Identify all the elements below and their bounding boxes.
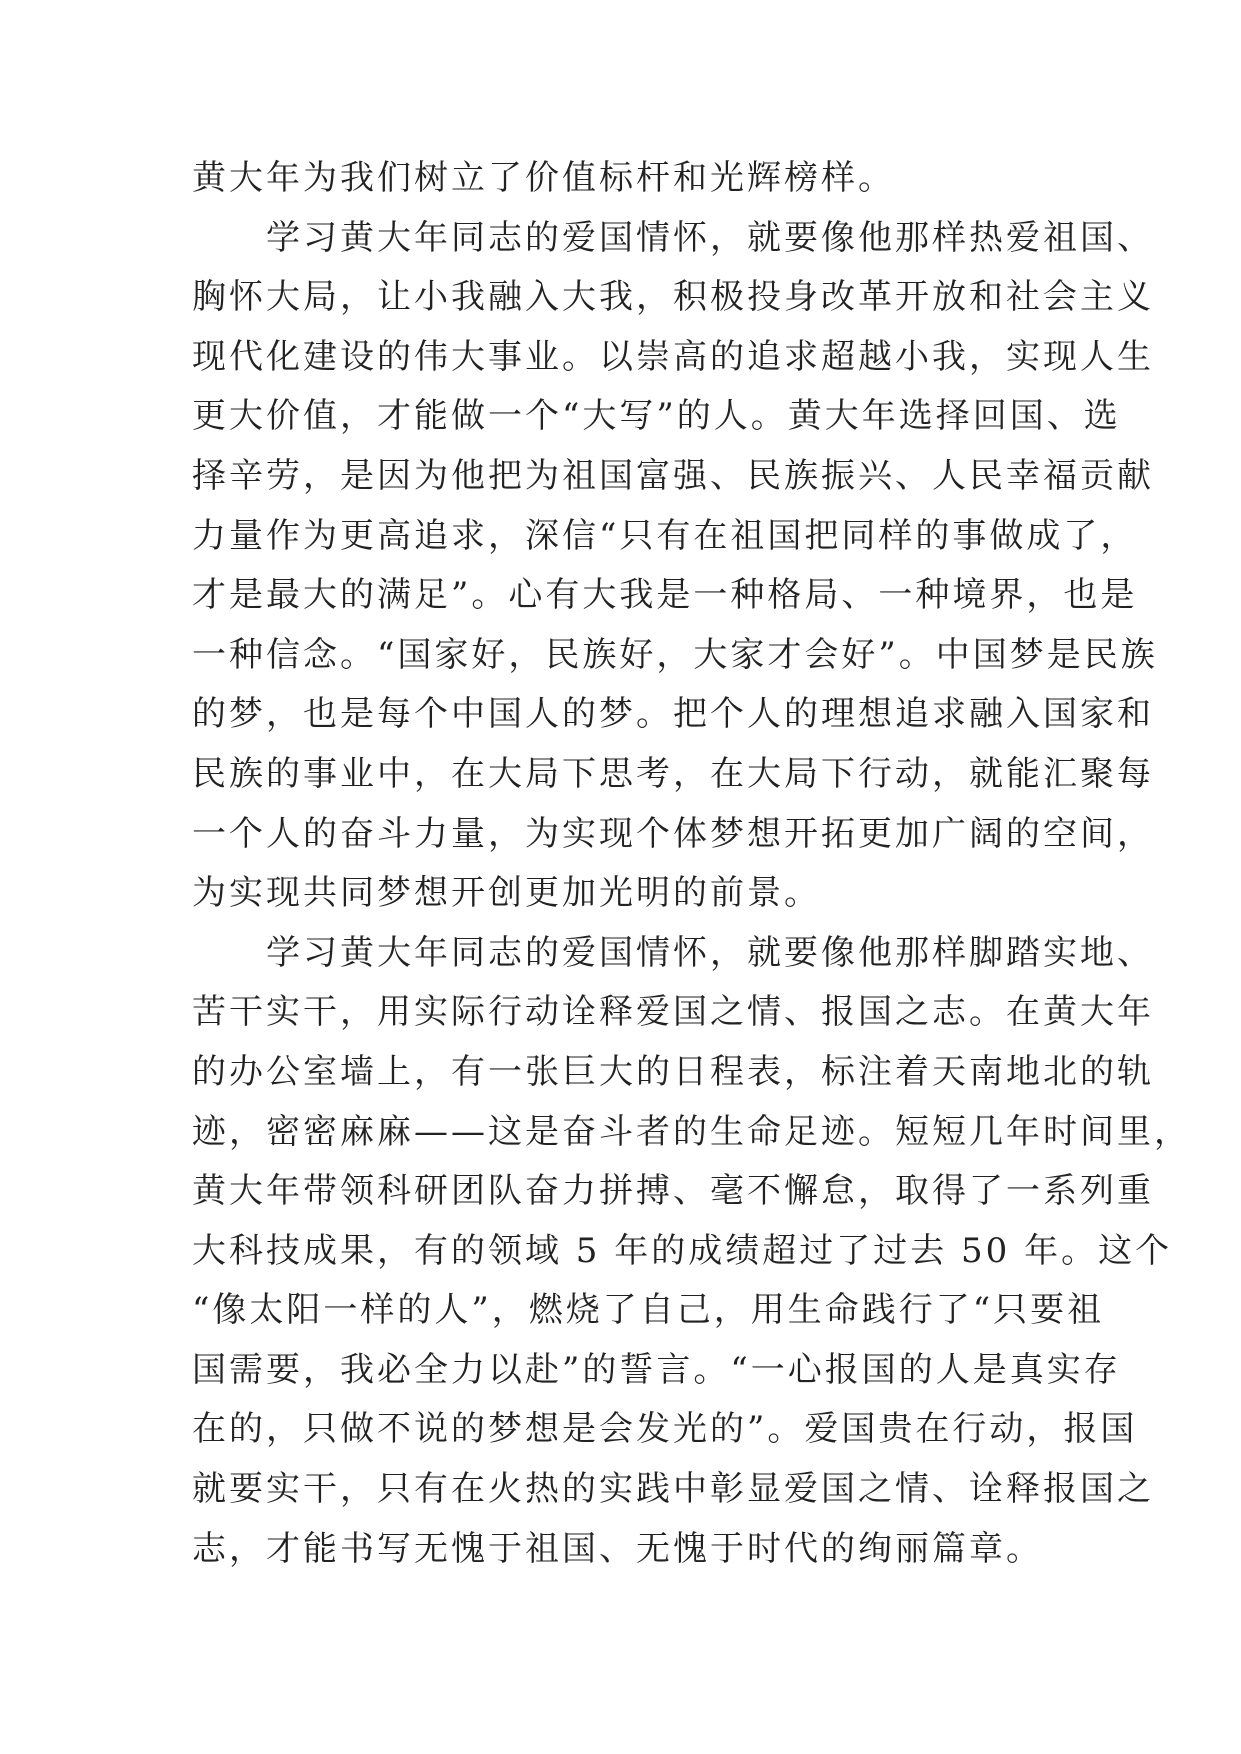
text-line: 才是最大的满足”。心有大我是一种格局、一种境界，也是: [192, 575, 1138, 616]
text-line: 一个人的奋斗力量，为实现个体梦想开拓更加广阔的空间，: [192, 813, 1154, 854]
text-line: 学习黄大年同志的爱国情怀，就要像他那样热爱祖国、: [192, 217, 1154, 258]
text-line: 志，才能书写无愧于祖国、无愧于时代的绚丽篇章。: [192, 1528, 1043, 1569]
text-line: 胸怀大局，让小我融入大我，积极投身改革开放和社会主义: [192, 277, 1154, 318]
text-line: 的办公室墙上，有一张巨大的日程表，标注着天南地北的轨: [192, 1051, 1154, 1092]
text-line: 黄大年为我们树立了价值标杆和光辉榜样。: [192, 158, 895, 198]
text-line: 大科技成果，有的领域 5 年的成绩超过了过去 50 年。这个: [192, 1230, 1173, 1271]
text-line: 的梦，也是每个中国人的梦。把个人的理想追求融入国家和: [192, 694, 1154, 735]
text-line: 一种信念。“国家好，民族好，大家才会好”。中国梦是民族: [192, 634, 1158, 675]
text-line: “像太阳一样的人”，燃烧了自己，用生命践行了“只要祖: [192, 1290, 1105, 1331]
text-line: 国需要，我必全力以赴”的誓言。“一心报国的人是真实存: [192, 1349, 1121, 1390]
text-line: 学习黄大年同志的爱国情怀，就要像他那样脚踏实地、: [192, 932, 1154, 973]
text-line: 在的，只做不说的梦想是会发光的”。爱国贵在行动，报国: [192, 1409, 1138, 1450]
text-line: 择辛劳，是因为他把为祖国富强、民族振兴、人民幸福贡献: [192, 455, 1154, 496]
text-line: 迹，密密麻麻——这是奋斗者的生命足迹。短短几年时间里，: [192, 1111, 1191, 1152]
text-line: 苦干实干，用实际行动诠释爱国之情、报国之志。在黄大年: [192, 992, 1154, 1033]
text-line: 就要实干，只有在火热的实践中彰显爱国之情、诠释报国之: [192, 1469, 1154, 1510]
body-text: [192, 149, 1191, 1579]
text-line: 为实现共同梦想开创更加光明的前景。: [192, 873, 821, 914]
text-line: 更大价值，才能做一个“大写”的人。黄大年选择回国、选: [192, 396, 1121, 437]
text-line: 现代化建设的伟大事业。以崇高的追求超越小我，实现人生: [192, 336, 1154, 377]
text-line: 黄大年带领科研团队奋力拼搏、毫不懈怠，取得了一系列重: [192, 1171, 1154, 1212]
text-line: 民族的事业中，在大局下思考，在大局下行动，就能汇聚每: [192, 753, 1154, 794]
text-line: 力量作为更高追求，深信“只有在祖国把同样的事做成了，: [192, 515, 1138, 556]
